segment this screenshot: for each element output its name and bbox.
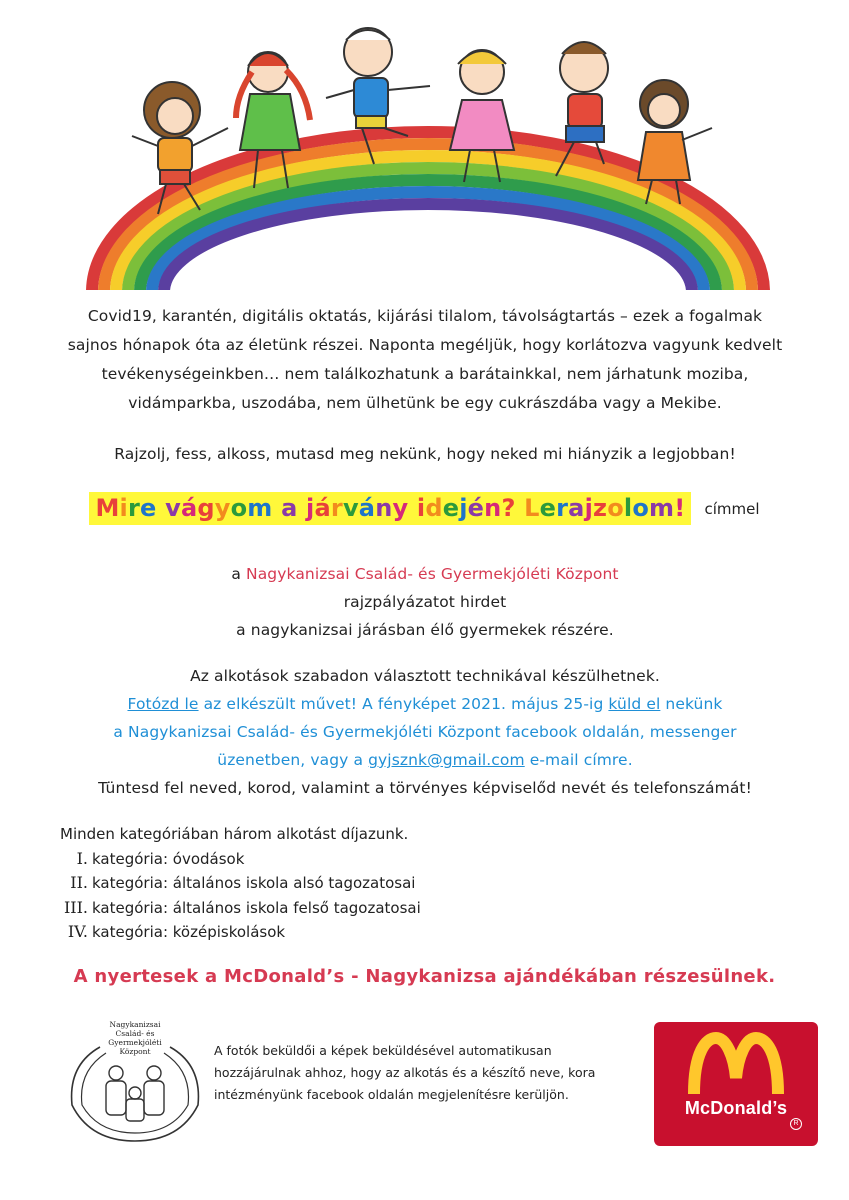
title-letter: o <box>632 494 650 522</box>
submission-block <box>40 662 810 802</box>
logo-text-line-2: Család- és <box>115 1029 155 1038</box>
title-letter: y <box>214 494 231 522</box>
email-link[interactable]: gyjsznk@gmail.com <box>368 751 525 769</box>
competition-title <box>89 492 691 525</box>
title-letter: á <box>358 494 376 522</box>
call-to-action: Rajzolj, fess, alkoss, mutasd meg nekünk, hogy neked mi hiányzik a legjobban! <box>114 445 736 463</box>
title-letter: j <box>584 494 594 522</box>
prize-announcement: A nyertesek a McDonald’s - Nagykanizsa ajándékában részesülnek. <box>73 966 776 987</box>
title-letter: e <box>442 494 460 522</box>
title-letter: M <box>95 494 120 522</box>
category-row-1 <box>60 847 421 872</box>
submission-email-prefix: üzenetben, vagy a <box>217 751 369 769</box>
family-center-logo-icon <box>60 1015 210 1145</box>
organizer-prefix: a <box>231 565 241 583</box>
category-row-2 <box>60 871 421 896</box>
categories-list <box>60 822 421 945</box>
title-letter <box>408 494 417 522</box>
submission-date-text: az elkészült művet! A fényképet 2021. május 25-ig <box>198 695 609 713</box>
title-letter: r <box>127 494 141 522</box>
category-numeral: IV. <box>67 922 88 941</box>
title-letter: i <box>416 494 426 522</box>
title-letter: o <box>230 494 248 522</box>
title-letter: v <box>342 494 359 522</box>
submission-line-2 <box>40 690 810 718</box>
photo-link-text: Fotózd le <box>127 695 199 713</box>
title-letter <box>273 494 282 522</box>
logo-text-line-4: Központ <box>119 1047 151 1056</box>
hero-rainbow-children-illustration <box>0 0 849 290</box>
title-letter <box>516 494 525 522</box>
title-letter: a <box>568 494 585 522</box>
logo-text-line-3: Gyermekjóléti <box>108 1038 162 1047</box>
consent-line-2: hozzájárulnak ahhoz, hogy az alkotás és a készítő neve, kora <box>214 1065 596 1080</box>
organizer-name: Nagykanizsai Család- és Gyermekjóléti Központ <box>246 565 619 583</box>
submission-line-4 <box>40 746 810 774</box>
competition-title-suffix: címmel <box>704 499 760 518</box>
organizer-line-1 <box>40 560 810 588</box>
golden-arches-icon <box>654 1022 818 1102</box>
title-letter: m <box>649 494 675 522</box>
title-letter: é <box>467 494 485 522</box>
title-letter: L <box>524 494 540 522</box>
title-letter: ? <box>501 494 516 522</box>
title-letter: e <box>140 494 157 522</box>
organizer-line-3: a nagykanizsai járásban élő gyermekek részére. <box>236 621 614 639</box>
title-letter: á <box>180 494 198 522</box>
submission-email-suffix: e-mail címre. <box>524 751 633 769</box>
title-letter: á <box>314 494 331 522</box>
category-label: kategória: általános iskola alsó tagozatosai <box>92 874 416 892</box>
category-numeral: II. <box>70 873 88 892</box>
title-letter: j <box>459 494 468 522</box>
title-letter: a <box>281 494 298 522</box>
title-letter: n <box>484 494 502 522</box>
intro-line-2: sajnos hónapok óta az életünk részei. Naponta megéljük, hogy korlátozva vagyunk kedvelt <box>67 336 783 354</box>
category-label: kategória: óvodások <box>92 849 245 868</box>
title-letter: v <box>165 494 181 522</box>
mcdonalds-logo <box>654 1022 818 1146</box>
title-letter: y <box>392 494 409 522</box>
title-letter: j <box>306 494 315 522</box>
category-label: kategória: középiskolások <box>92 923 286 941</box>
mcdonalds-wordmark: McDonald’s <box>684 1098 788 1118</box>
title-letter: r <box>556 494 569 522</box>
logo-text-line-1: Nagykanizsai <box>109 1020 161 1029</box>
competition-title-row <box>0 492 849 525</box>
category-row-4 <box>60 920 421 945</box>
send-link-text: küld el <box>608 695 661 713</box>
submission-line-3: a Nagykanizsai Család- és Gyermekjóléti Központ facebook oldalán, messenger <box>113 723 737 741</box>
intro-line-4: vidámparkba, uszodába, nem ülhetünk be egy cukrászdába vagy a Mekibe. <box>128 394 722 412</box>
intro-line-1: Covid19, karantén, digitális oktatás, kijárási tilalom, távolságtartás – ezek a fogalmak <box>87 307 763 325</box>
intro-paragraph <box>40 302 810 418</box>
title-letter: i <box>119 494 128 522</box>
title-letter: e <box>539 494 557 522</box>
title-letter <box>297 494 306 522</box>
title-letter: z <box>593 494 608 522</box>
technique-line: Az alkotások szabadon választott technikával készülhetnek. <box>190 667 660 685</box>
title-letter: l <box>623 494 633 522</box>
title-letter: n <box>375 494 393 522</box>
categories-intro: Minden kategóriában három alkotást díjazunk. <box>60 825 409 843</box>
registered-mark: R <box>790 1118 802 1130</box>
title-letter: m <box>247 494 273 522</box>
title-letter: r <box>330 494 343 522</box>
title-letter: d <box>425 494 443 522</box>
intro-line-3: tevékenységeinkben… nem találkozhatunk a barátainkkal, nem járhatunk moziba, <box>101 365 749 383</box>
title-letter <box>157 494 166 522</box>
organizer-block <box>40 560 810 644</box>
category-row-3 <box>60 896 421 921</box>
organizer-line-2: rajzpályázatot hirdet <box>343 593 507 611</box>
submission-tail-text: nekünk <box>660 695 723 713</box>
category-numeral: III. <box>63 897 88 917</box>
title-letter: o <box>607 494 624 522</box>
category-numeral: I. <box>76 848 88 868</box>
title-letter: g <box>197 494 215 522</box>
consent-line-1: A fotók beküldői a képek beküldésével automatikusan <box>214 1043 552 1058</box>
title-letter: ! <box>674 494 686 522</box>
submission-line-5: Tüntesd fel neved, korod, valamint a törvényes képviselőd nevét és telefonszámát! <box>98 779 752 797</box>
consent-line-3: intézményünk facebook oldalán megjelenítésre kerüljön. <box>214 1087 569 1102</box>
consent-notice <box>214 1040 634 1106</box>
category-label: kategória: általános iskola felső tagozatosai <box>92 898 421 917</box>
